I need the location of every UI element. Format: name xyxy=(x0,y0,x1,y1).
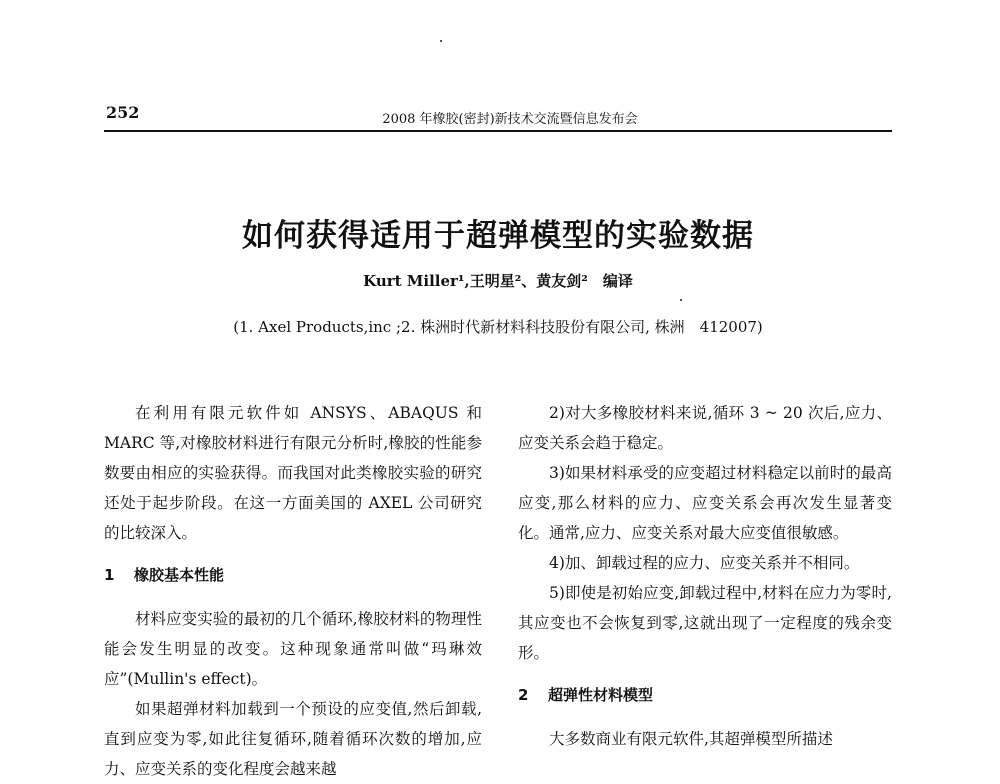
article-affiliation: (1. Axel Products,inc ;2. 株洲时代新材料科技股份有限公司, 株洲 412007) xyxy=(233,318,763,336)
running-header: 2008 年橡胶(密封)新技术交流暨信息发布会 xyxy=(382,112,638,127)
paragraph: 如果超弹材料加载到一个预设的应变值,然后卸载,直到应变为零,如此往复循环,随着循环次数的增加,应力、应变关系的变化程度会越来越 xyxy=(104,700,482,778)
paragraph: 大多数商业有限元软件,其超弹模型所描述 xyxy=(549,730,833,748)
list-item: 2)对大多橡胶材料来说,循环 3 ~ 20 次后,应力、应变关系会趋于稳定。 xyxy=(518,404,892,452)
scan-speck xyxy=(440,40,442,42)
section-2-number: 2 xyxy=(518,686,529,704)
scan-speck xyxy=(680,299,682,301)
article-title: 如何获得适用于超弹模型的实验数据 xyxy=(242,218,754,254)
paragraph: 材料应变实验的最初的几个循环,橡胶材料的物理性能会发生明显的改变。这种现象通常叫做“玛琳效应”(Mullin's effect)。 xyxy=(104,610,482,688)
article-authors: Kurt Miller¹,王明星²、黄友剑² 编译 xyxy=(363,272,633,290)
section-2-title: 超弹性材料模型 xyxy=(548,686,654,704)
section-1-title: 橡胶基本性能 xyxy=(134,566,225,584)
right-column xyxy=(518,398,892,754)
list-item: 5)即使是初始应变,卸载过程中,材料在应力为零时,其应变也不会恢复到零,这就出现了一定程度的残余变形。 xyxy=(518,584,892,662)
section-1-number: 1 xyxy=(104,566,115,584)
page-number: 252 xyxy=(106,103,140,122)
header-rule xyxy=(104,130,892,132)
section-1-heading xyxy=(104,560,482,590)
intro-paragraph: 在利用有限元软件如 ANSYS、ABAQUS 和 MARC 等,对橡胶材料进行有限元分析时,橡胶的性能参数要由相应的实验获得。而我国对此类橡胶实验的研究还处于起步阶段。在这一方面美国的 AXEL 公司研究的比较深入。 xyxy=(104,404,482,542)
list-item: 4)加、卸载过程的应力、应变关系并不相同。 xyxy=(549,554,860,572)
list-item: 3)如果材料承受的应变超过材料稳定以前时的最高应变,那么材料的应力、应变关系会再次发生显著变化。通常,应力、应变关系对最大应变值很敏感。 xyxy=(518,464,892,542)
left-column xyxy=(104,398,482,784)
section-2-heading xyxy=(518,680,892,710)
